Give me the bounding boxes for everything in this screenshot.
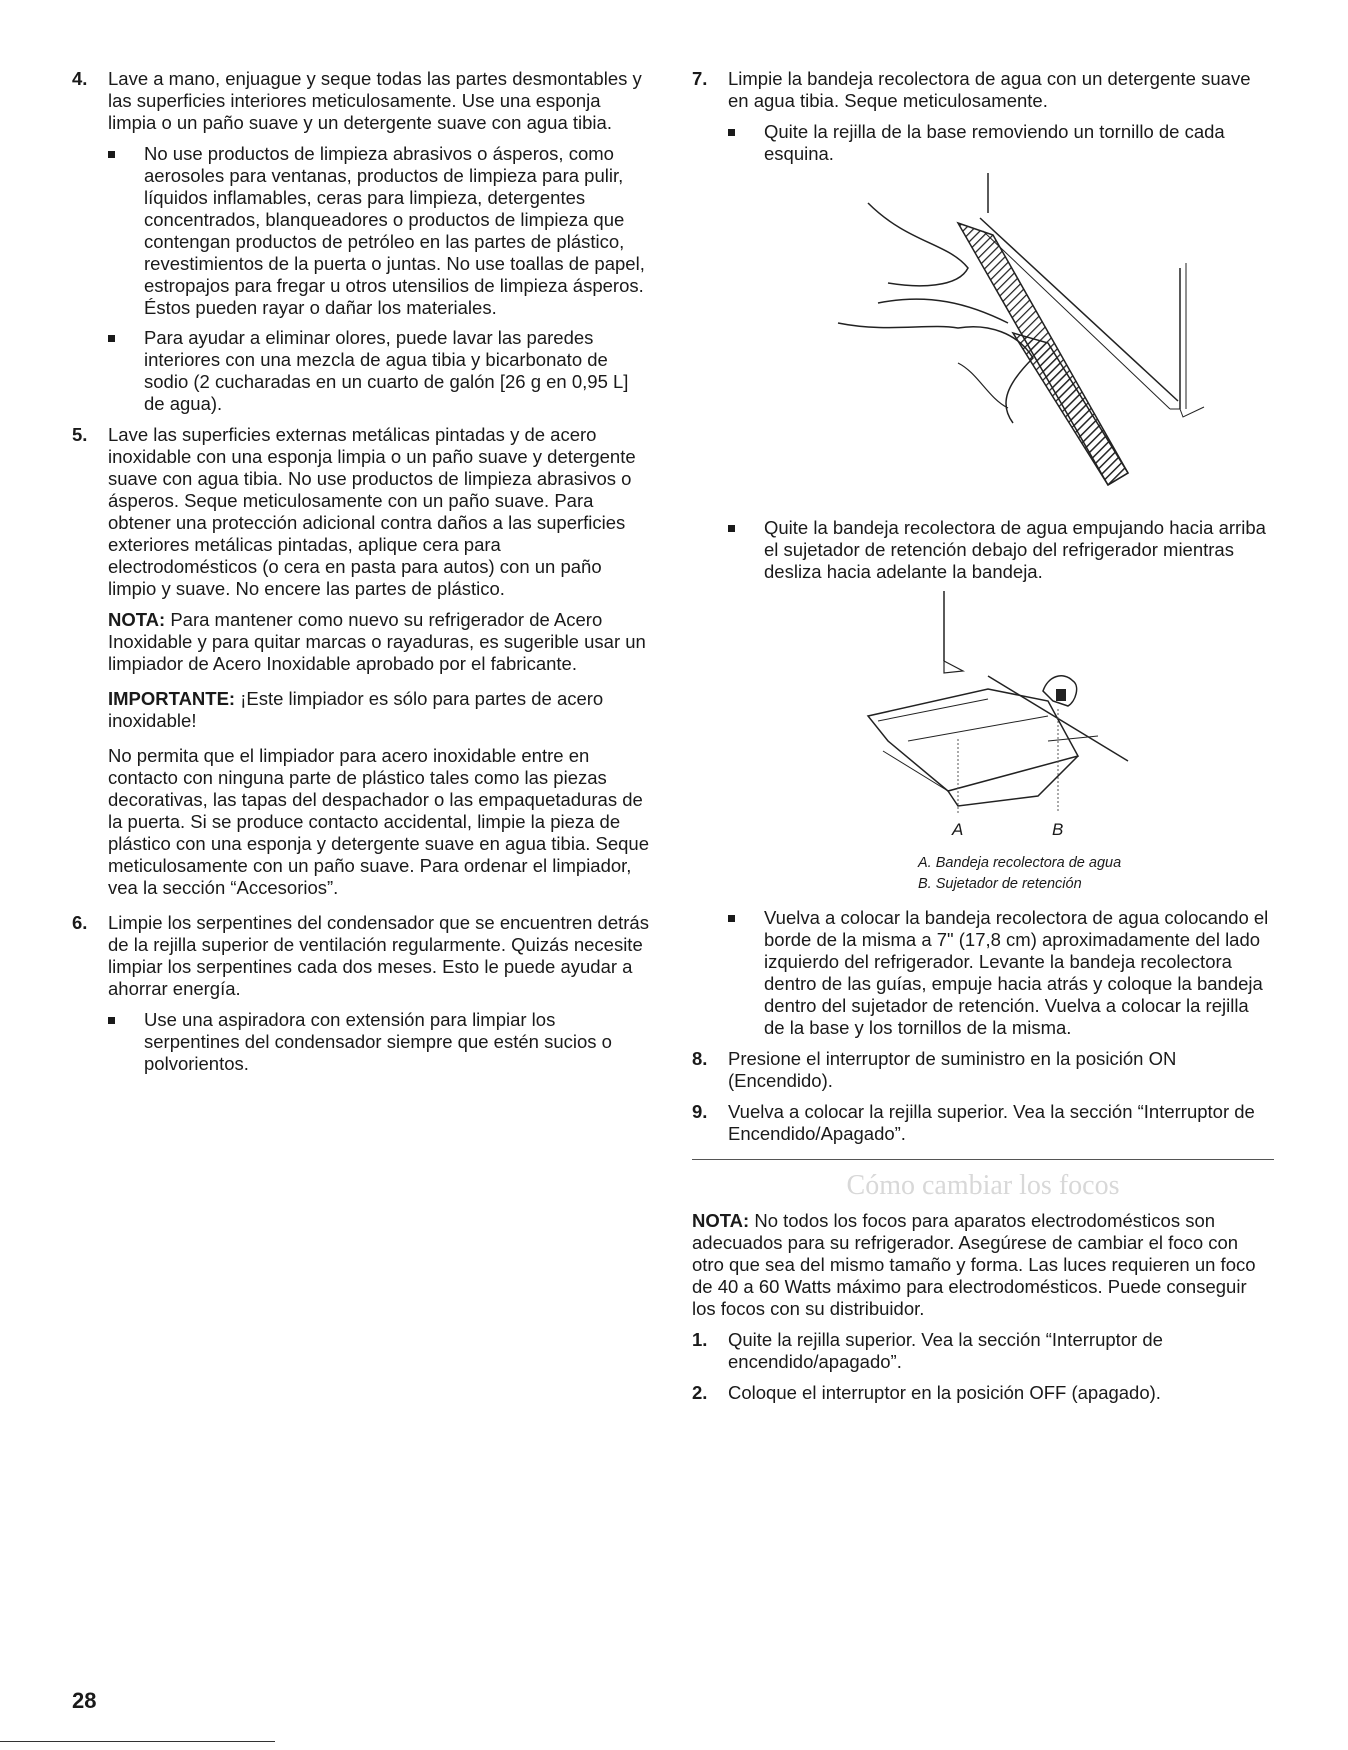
bullet-square-icon [728,915,735,922]
bulb-step-2 [692,1382,1274,1404]
bullet-text: Para ayudar a eliminar olores, puede lavar las paredes interiores con una mezcla de agua tibia y bicarbonato de sodio (2 cucharadas en un cuarto de galón [26 g en 0,95 L] de agua). [144,327,629,414]
note-label: NOTA: [108,609,166,630]
bullet-text: Vuelva a colocar la bandeja recolectora de agua colocando el borde de la misma a 7" (17,8 cm) aproximadamente del lado izquierdo del refrigerador. Levante la bandeja recolectora dentro de las guías, empuje hacia atrás y coloque la bandeja dentro del sujetador de retención. Vuelva a colocar la rejilla de la base y los tornillos de la misma. [764,907,1269,1038]
callout-a: A [952,820,964,839]
right-column [692,68,1274,1413]
bullet-square-icon [108,1017,115,1024]
bullet-item [108,327,652,415]
step-text: Presione el interruptor de suministro en la posición ON (Encendido). [728,1048,1177,1091]
bottom-rule [0,1741,275,1742]
note-paragraph [692,1210,1274,1320]
note-paragraph [72,609,652,675]
left-column [72,68,652,1084]
step-number: 2. [692,1382,708,1403]
drain-pan-illustration [848,591,1188,841]
step-number: 8. [692,1048,708,1069]
step-6 [72,912,652,1075]
step-text: Limpie los serpentines del condensador que se encuentren detrás de la rejilla superior de ventilación regularmente. Quizás necesite limpiar los serpentines cada dos meses. Esto le puede ayudar a ahorrar energía. [108,912,649,999]
bullet-square-icon [108,335,115,342]
note-label: NOTA: [692,1210,750,1231]
step-text: Coloque el interruptor en la posición OFF (apagado). [728,1382,1161,1403]
step-7 [692,68,1274,1039]
caption-b: B. Sujetador de retención [918,876,1082,892]
caption-a: A. Bandeja recolectora de agua [918,855,1122,871]
step-text: Limpie la bandeja recolectora de agua con un detergente suave en agua tibia. Seque meticulosamente. [728,68,1251,111]
step-text: Vuelva a colocar la rejilla superior. Vea la sección “Interruptor de Encendido/Apagado”. [728,1101,1255,1144]
bullet-square-icon [728,525,735,532]
note-text: Para mantener como nuevo su refrigerador de Acero Inoxidable y para quitar marcas o rayaduras, es sugerible usar un limpiador de Acero Inoxidable aprobado por el fabricante. [108,609,646,674]
callout-b: B [1052,820,1064,839]
contact-paragraph: No permita que el limpiador para acero inoxidable entre en contacto con ninguna parte de plástico tales como las piezas decorativas, las tapas del despachador o las empaquetaduras de la puerta. Si se produce contacto accidental, limpie la pieza de plástico con una esponja y detergente suave en agua tibia. Seque meticulosamente con un paño suave. Para ordenar el limpiador, vea la sección “Accesorios”. [108,745,650,898]
step-number: 1. [692,1329,708,1350]
bullet-item [728,121,1274,165]
step-text: Lave a mano, enjuague y seque todas las partes desmontables y las superficies interiores meticulosamente. Use una esponja limpia o un paño suave y un detergente suave con agua tibia. [108,68,642,133]
drain-pan-drawing [848,591,1188,841]
step-9 [692,1101,1274,1145]
page-number: 28 [72,1688,97,1713]
figure-captions [728,853,1274,895]
step-number: 5. [72,424,88,445]
bullet-item [108,143,652,319]
bullet-text: Use una aspiradora con extensión para limpiar los serpentines del condensador siempre que estén sucios o polvorientos. [144,1009,612,1074]
bullet-item [728,517,1274,583]
section-divider [692,1159,1274,1160]
important-paragraph [72,688,652,732]
bullet-square-icon [108,151,115,158]
step-4 [72,68,652,415]
step-number: 7. [692,68,708,89]
step-text: Lave las superficies externas metálicas pintadas y de acero inoxidable con una esponja limpia o un paño suave y detergente suave con agua tibia. No use productos de limpieza abrasivos o ásperos. Seque meticulosamente con un paño suave. Para obtener una protección adicional contra daños a las superficies exteriores metálicas pintadas, aplique cera para electrodomésticos (o cera en pasta para autos) con un paño limpio y suave. No encere las partes de plástico. [108,424,636,599]
bullet-text: Quite la rejilla de la base removiendo un tornillo de cada esquina. [764,121,1225,164]
step-text: Quite la rejilla superior. Vea la sección “Interruptor de encendido/apagado”. [728,1329,1163,1372]
grille-removal-drawing [808,173,1248,505]
step-5 [72,424,652,600]
step-number: 4. [72,68,88,89]
step-number: 6. [72,912,88,933]
step-8 [692,1048,1274,1092]
bullet-text: Quite la bandeja recolectora de agua empujando hacia arriba el sujetador de retención debajo del refrigerador mientras desliza hacia adelante la bandeja. [764,517,1266,582]
bullet-text: No use productos de limpieza abrasivos o ásperos, como aerosoles para ventanas, productos de limpieza para pulir, líquidos inflamables, ceras para limpieza, detergentes concentrados, blanqueadores o productos de limpieza que contengan productos de petróleo en las partes de plástico, revestimientos de la puerta o juntas. No use toallas de papel, estropajos para fregar u otros utensilios de limpieza ásperos. Éstos pueden rayar o dañar los materiales. [144,143,645,318]
step-number: 9. [692,1101,708,1122]
section-title: Cómo cambiar los focos [846,1170,1120,1201]
bullet-item [728,907,1274,1039]
bullet-item [108,1009,652,1075]
base-grille-illustration [808,173,1248,505]
bullet-square-icon [728,129,735,136]
bulb-step-1 [692,1329,1274,1373]
note-text: No todos los focos para aparatos electrodomésticos son adecuados para su refrigerador. Asegúrese de cambiar el foco con otro que sea del mismo tamaño y forma. Las luces requieren un foco de 40 a 60 Watts máximo para electrodomésticos. Puede conseguir los focos con su distribuidor. [692,1210,1256,1319]
important-label: IMPORTANTE: [108,688,236,709]
important-text: ¡Este limpiador es sólo para partes de acero inoxidable! [108,688,604,731]
